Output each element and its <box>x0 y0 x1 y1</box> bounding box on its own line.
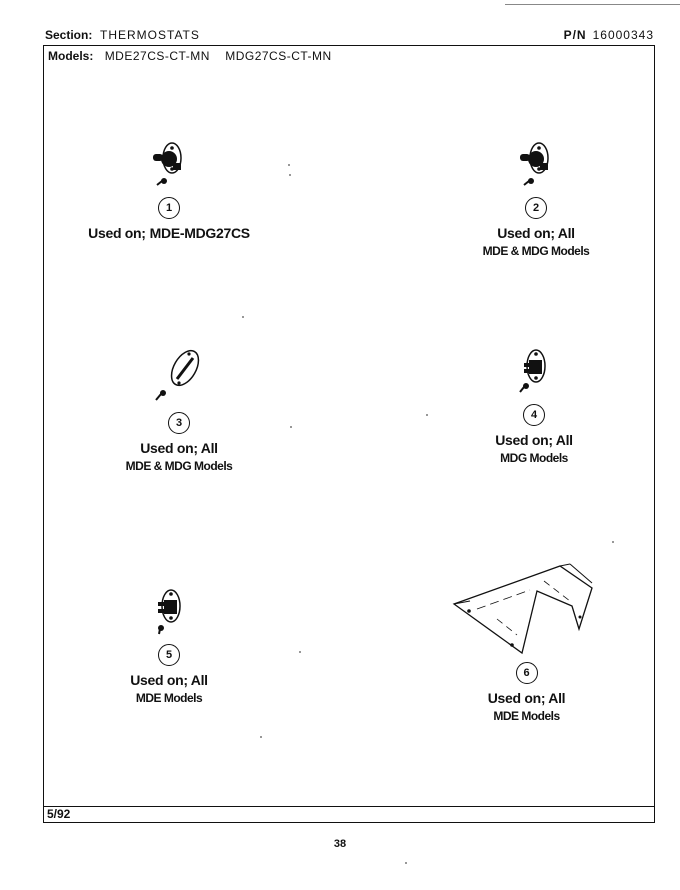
section-value: THERMOSTATS <box>100 28 200 42</box>
scan-speck <box>426 414 428 416</box>
thermostat-icon <box>512 346 556 398</box>
applies-to-models: MDE & MDG Models <box>125 459 233 473</box>
section-label: Section: <box>45 28 93 42</box>
scan-speck <box>288 164 290 166</box>
used-on-label: Used on; All <box>130 672 208 688</box>
part-4 <box>439 346 629 465</box>
models-label: Models: <box>48 49 94 63</box>
used-on-models: MDE-MDG27CS <box>149 225 250 241</box>
applies-to-models: MDG Models <box>500 451 568 465</box>
top-edge-rule <box>505 4 680 5</box>
applies-to-models: MDE & MDG Models <box>482 244 590 258</box>
mounting-bracket-icon <box>452 561 602 656</box>
used-on-label: Used on; All <box>495 432 573 448</box>
callout-number: 2 <box>525 197 547 219</box>
applies-to-models: MDE Models <box>493 709 560 723</box>
scan-speck <box>612 541 614 543</box>
part-6 <box>419 561 634 723</box>
used-on-label: Used on; All <box>497 225 575 241</box>
scan-speck <box>405 862 407 864</box>
model-number: MDE27CS-CT-MN <box>104 49 210 63</box>
thermostat-icon <box>147 141 191 191</box>
callout-number: 6 <box>516 662 538 684</box>
part-number <box>564 28 654 42</box>
used-on-label: Used on; All <box>487 690 566 706</box>
scan-speck <box>290 426 292 428</box>
used-on-label: Used on; All <box>140 440 218 456</box>
footer-rule <box>44 806 654 807</box>
part-5 <box>74 586 264 705</box>
scan-speck <box>242 316 244 318</box>
part-number-label: P/N <box>563 28 587 42</box>
scan-speck <box>289 174 291 176</box>
used-on-text <box>74 225 264 241</box>
callout-number: 4 <box>523 404 545 426</box>
part-3 <box>84 346 274 473</box>
callout-number: 3 <box>168 412 190 434</box>
part-2 <box>441 141 631 258</box>
used-on-label: Used on; <box>88 225 146 241</box>
callout-number: 1 <box>158 197 180 219</box>
part-1 <box>74 141 264 241</box>
thermostat-icon <box>147 586 191 638</box>
applies-to-models: MDE Models <box>135 691 203 705</box>
footer-date: 5/92 <box>47 807 71 821</box>
scan-speck <box>299 651 301 653</box>
part-number-value: 16000343 <box>592 28 654 42</box>
callout-number: 5 <box>158 644 180 666</box>
page-header <box>45 28 657 46</box>
thermostat-icon <box>514 141 558 191</box>
page-number: 38 <box>333 838 347 850</box>
content-frame <box>43 45 655 823</box>
models-row <box>48 49 344 63</box>
model-number: MDG27CS-CT-MN <box>225 49 332 63</box>
scan-speck <box>260 736 262 738</box>
thermostat-plate-icon <box>149 346 209 406</box>
